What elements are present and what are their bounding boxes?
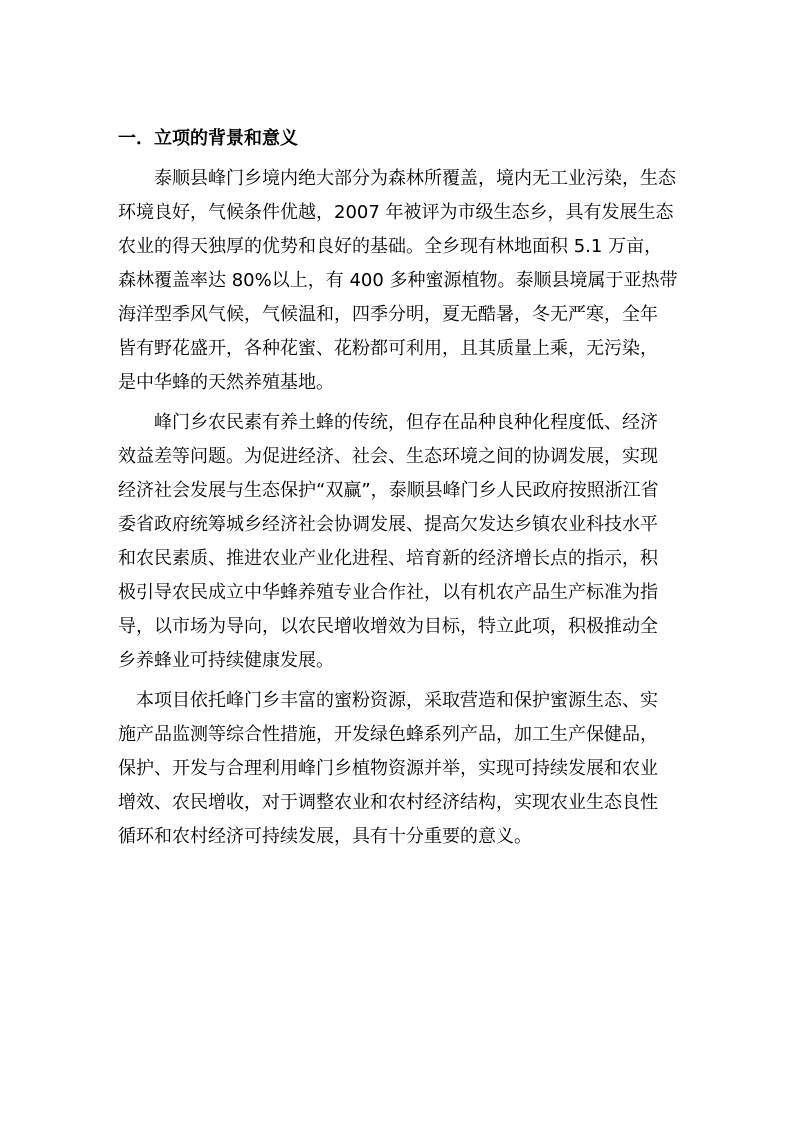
paragraph-line: 海洋型季风气候，气候温和，四季分明，夏无酷暑，冬无严寒，全年 bbox=[118, 304, 658, 325]
paragraph-line: 农业的得天独厚的优势和良好的基础。全乡现有林地面积 5.1 万亩， bbox=[118, 236, 663, 257]
paragraph-line: 环境良好，气候条件优越，2007 年被评为市级生态乡，具有发展生态 bbox=[118, 202, 674, 223]
paragraph-tradition bbox=[118, 406, 690, 678]
paragraph-background bbox=[118, 162, 690, 400]
document-body bbox=[118, 122, 690, 854]
paragraph-line: 本项目依托峰门乡丰富的蜜粉资源，采取营造和保护蜜源生态、实 bbox=[118, 690, 658, 711]
paragraph-line: 极引导农民成立中华蜂养殖专业合作社，以有机农产品生产标准为指 bbox=[118, 582, 658, 603]
paragraph-significance bbox=[118, 684, 690, 854]
paragraph-line: 泰顺县峰门乡境内绝大部分为森林所覆盖，境内无工业污染，生态 bbox=[118, 168, 676, 189]
paragraph-line: 森林覆盖率达 80%以上，有 400 多种蜜源植物。泰顺县境属于亚热带 bbox=[118, 270, 678, 291]
paragraph-line: 委省政府统筹城乡经济社会协调发展、提高欠发达乡镇农业科技水平 bbox=[118, 514, 658, 535]
paragraph-line: 是中华蜂的天然养殖基地。 bbox=[118, 372, 334, 393]
paragraph-line: 增效、农民增收，对于调整农业和农村经济结构，实现农业生态良性 bbox=[118, 792, 658, 813]
paragraph-line: 施产品监测等综合性措施，开发绿色蜂系列产品，加工生产保健品， bbox=[118, 724, 658, 745]
paragraph-line: 导，以市场为导向，以农民增收增效为目标，特立此项，积极推动全 bbox=[118, 616, 658, 637]
paragraph-line: 皆有野花盛开，各种花蜜、花粉都可利用，且其质量上乘，无污染， bbox=[118, 338, 658, 359]
paragraph-line: 经济社会发展与生态保护“双赢”，泰顺县峰门乡人民政府按照浙江省 bbox=[118, 480, 659, 501]
paragraph-line: 保护、开发与合理利用峰门乡植物资源并举，实现可持续发展和农业 bbox=[118, 758, 658, 779]
section-heading: 一．立项的背景和意义 bbox=[118, 128, 298, 149]
paragraph-line: 效益差等问题。为促进经济、社会、生态环境之间的协调发展，实现 bbox=[118, 446, 658, 467]
paragraph-line: 峰门乡农民素有养土蜂的传统，但存在品种良种化程度低、经济 bbox=[118, 412, 658, 433]
paragraph-line: 循环和农村经济可持续发展，具有十分重要的意义。 bbox=[118, 826, 532, 847]
paragraph-line: 和农民素质、推进农业产业化进程、培育新的经济增长点的指示，积 bbox=[118, 548, 658, 569]
paragraph-line: 乡养蜂业可持续健康发展。 bbox=[118, 650, 334, 671]
